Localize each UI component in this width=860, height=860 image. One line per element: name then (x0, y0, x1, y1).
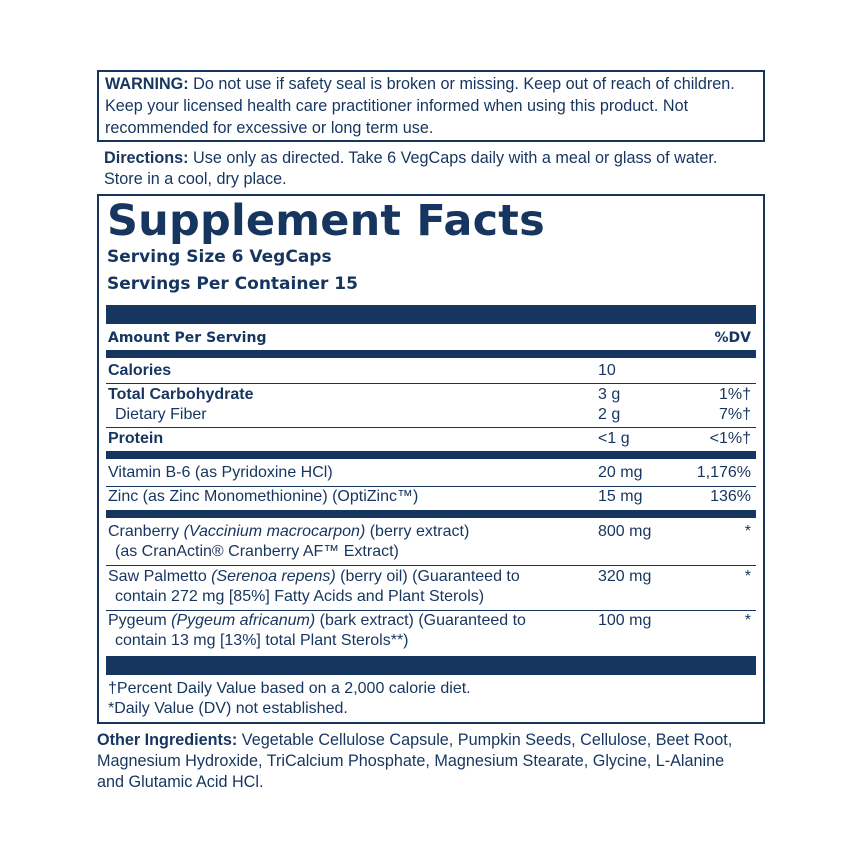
pygeum-latin: (Pygeum africanum) (171, 612, 316, 629)
pygeum-line-2: contain 13 mg [13%] total Plant Sterols**) (115, 632, 409, 649)
other-ingredients-text-1: Vegetable Cellulose Capsule, Pumpkin Seeds, Cellulose, Beet Root, (237, 731, 733, 749)
cranberry-name: Cranberry (108, 523, 184, 540)
saw-latin: (Serenoa repens) (211, 568, 336, 585)
cranberry-line-2: (as CranActin® Cranberry AF™ Extract) (115, 543, 399, 560)
saw-line-2: contain 272 mg [85%] Fatty Acids and Plant Sterols) (115, 588, 485, 605)
carb-amount: 3 g (598, 386, 621, 403)
protein-dv: <1%† (709, 430, 751, 447)
thick-bar-top (106, 305, 756, 324)
warning-line-2: Keep your licensed health care practitioner informed when using this product. Not (105, 97, 689, 115)
cranberry-amount: 800 mg (598, 523, 652, 540)
other-ingredients-label: Other Ingredients: (97, 731, 238, 749)
protein-amount: <1 g (598, 430, 630, 447)
thick-bar-macros (106, 451, 756, 459)
carb-dv: 1%† (718, 386, 751, 403)
other-ingredients-line-2: Magnesium Hydroxide, TriCalcium Phosphate, Magnesium Stearate, Glycine, L-Alanine (97, 752, 725, 770)
b6-label: Vitamin B-6 (as Pyridoxine HCl) (108, 464, 333, 481)
header-dv: %DV (714, 330, 751, 346)
rule-fiber (106, 427, 756, 428)
rule-b6 (106, 486, 756, 487)
rule-cranberry (106, 565, 756, 566)
pygeum-label (108, 612, 526, 630)
calories-amount: 10 (598, 362, 616, 379)
directions-line-1 (104, 148, 717, 168)
warning-text-1: Do not use if safety seal is broken or missing. Keep out of reach of children. (188, 75, 735, 93)
zinc-dv: 136% (710, 488, 751, 505)
saw-rest: (berry oil) (Guaranteed to (335, 568, 520, 585)
b6-amount: 20 mg (598, 464, 643, 481)
pygeum-dv: * (744, 612, 751, 629)
saw-label (108, 568, 520, 586)
directions-label: Directions: (104, 149, 189, 167)
footnote-not-established: *Daily Value (DV) not established. (108, 700, 348, 717)
warning-line-1 (105, 74, 735, 94)
header-amount: Amount Per Serving (108, 330, 267, 346)
thick-bar-header (106, 350, 756, 358)
cranberry-rest: (berry extract) (365, 523, 470, 540)
warning-line-3: recommended for excessive or long term use. (105, 119, 434, 137)
zinc-amount: 15 mg (598, 488, 643, 505)
fiber-label: Dietary Fiber (115, 406, 207, 423)
fiber-amount: 2 g (598, 406, 621, 423)
rule-saw (106, 610, 756, 611)
cranberry-label (108, 523, 469, 541)
pygeum-name: Pygeum (108, 612, 172, 629)
directions-line-2: Store in a cool, dry place. (104, 170, 287, 188)
cranberry-dv: * (744, 523, 751, 540)
servings-per-container: Servings Per Container 15 (107, 274, 358, 294)
cranberry-latin: (Vaccinium macrocarpon) (183, 523, 366, 540)
other-ingredients-line-3: and Glutamic Acid HCl. (97, 773, 264, 791)
rule-calories (106, 383, 756, 384)
saw-name: Saw Palmetto (108, 568, 212, 585)
b6-dv: 1,176% (696, 464, 751, 481)
footnote-dv: †Percent Daily Value based on a 2,000 calorie diet. (108, 680, 471, 697)
supplement-facts-panel (97, 194, 765, 724)
pygeum-rest: (bark extract) (Guaranteed to (315, 612, 526, 629)
facts-title: Supplement Facts (107, 196, 545, 246)
protein-label: Protein (108, 430, 164, 447)
saw-amount: 320 mg (598, 568, 652, 585)
fiber-dv: 7%† (718, 406, 751, 423)
calories-label: Calories (108, 362, 172, 379)
zinc-label: Zinc (as Zinc Monomethionine) (OptiZinc™) (108, 488, 419, 505)
thick-bar-vitamins (106, 510, 756, 518)
carb-label: Total Carbohydrate (108, 386, 254, 403)
other-ingredients-line-1 (97, 730, 732, 750)
thick-bar-bottom (106, 656, 756, 675)
warning-label: WARNING: (105, 75, 189, 93)
pygeum-amount: 100 mg (598, 612, 652, 629)
saw-dv: * (744, 568, 751, 585)
serving-size: Serving Size 6 VegCaps (107, 247, 332, 267)
directions-text-1: Use only as directed. Take 6 VegCaps daily with a meal or glass of water. (188, 149, 718, 167)
warning-box (97, 70, 765, 142)
